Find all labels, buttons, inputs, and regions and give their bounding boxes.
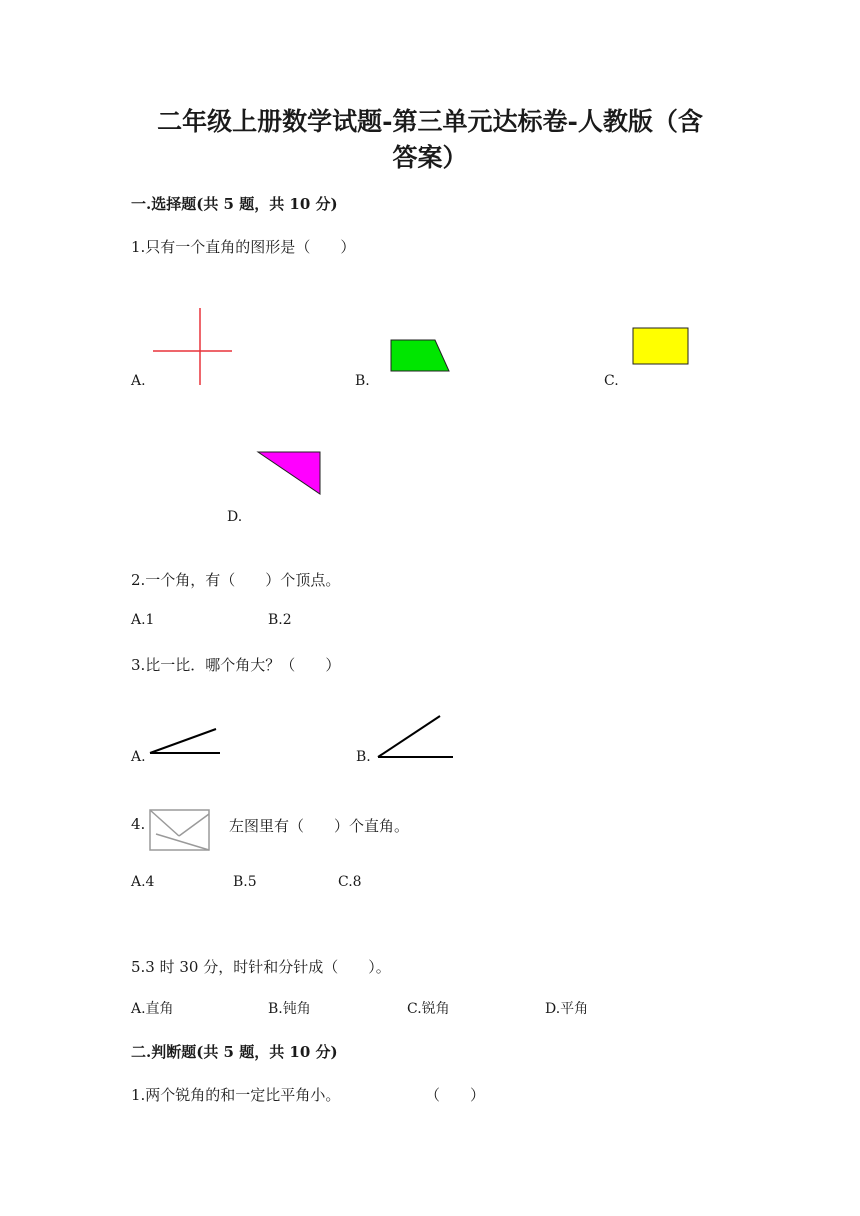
q5-option-c: C.锐角 [407, 1001, 450, 1017]
q3-option-b: B. [356, 749, 371, 765]
q5-option-d: D.平角 [545, 1001, 589, 1017]
rectangle-figure [631, 326, 691, 366]
q1-option-b: B. [355, 373, 370, 389]
q5-option-b: B.钝角 [268, 1001, 311, 1017]
q4-option-a: A.4 [131, 874, 155, 890]
small-angle-figure [148, 726, 226, 758]
judgement-1-blank: （ ） [425, 1086, 486, 1104]
envelope-figure [148, 808, 212, 854]
page-title-line2: 答案） [392, 143, 468, 172]
q2-option-a: A.1 [131, 612, 155, 628]
section-heading-choice: 一.选择题(共 5 题，共 10 分) [131, 195, 338, 213]
question-2-text: 2.一个角，有（ ）个顶点。 [131, 571, 341, 589]
section-heading-judgement: 二.判断题(共 5 题，共 10 分) [131, 1043, 338, 1061]
cross-figure [150, 305, 240, 387]
question-1-text: 1.只有一个直角的图形是（ ） [131, 238, 356, 256]
page-title-line1: 二年级上册数学试题-第三单元达标卷-人教版（含 [157, 107, 703, 136]
q1-option-d: D. [227, 509, 243, 525]
question-4-number: 4. [131, 815, 146, 833]
q1-option-a: A. [131, 373, 146, 389]
q2-option-b: B.2 [268, 612, 292, 628]
q4-option-c: C.8 [338, 874, 362, 890]
q3-option-a: A. [131, 749, 146, 765]
q4-option-b: B.5 [233, 874, 257, 890]
question-3-text: 3.比一比．哪个角大？（ ） [131, 656, 341, 674]
trapezoid-figure [388, 338, 454, 374]
question-5-text: 5.3 时 30 分，时针和分针成（ ）。 [131, 958, 391, 976]
triangle-figure [255, 450, 325, 496]
large-angle-figure [376, 714, 456, 760]
judgement-1-text: 1.两个锐角的和一定比平角小。 [131, 1086, 341, 1104]
question-4-text: 左图里有（ ）个直角。 [229, 817, 410, 835]
q1-option-c: C. [604, 373, 619, 389]
q5-option-a: A.直角 [131, 1001, 174, 1017]
